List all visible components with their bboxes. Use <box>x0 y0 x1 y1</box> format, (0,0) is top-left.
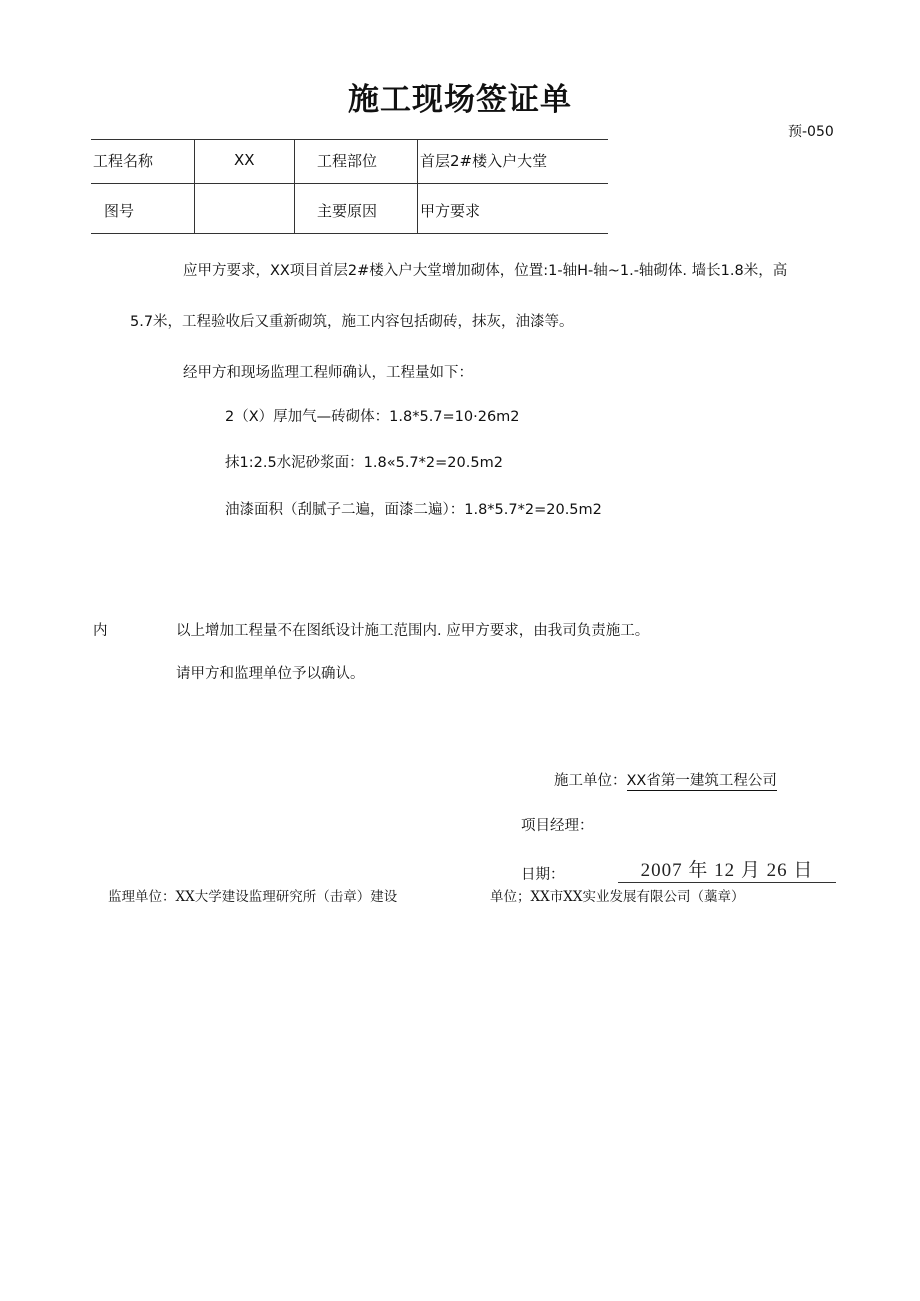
date-label: 日期： <box>521 867 565 883</box>
owner-unit: 单位；XX市XX实业发展有限公司（藁章） <box>490 889 745 905</box>
project-manager-label: 项目经理： <box>521 818 594 834</box>
drawing-no-label: 图号 <box>104 202 135 220</box>
description-line-2: 5.7米，工程验收后又重新砌筑，施工内容包括砌砖，抹灰，油漆等。 <box>130 314 574 330</box>
project-location-label: 工程部位 <box>317 152 378 170</box>
quantity-item-paint: 油漆面积（刮腻子二遍，面漆二遍）：1.8*5.7*2=20.5m2 <box>225 502 602 518</box>
contractor-name: XX省第一建筑工程公司 <box>626 773 777 789</box>
quantity-item-masonry: 2（X）厚加气—砖砌体：1.8*5.7=10·26m2 <box>225 409 520 425</box>
confirmation-intro: 经甲方和现场监理工程师确认，工程量如下： <box>183 365 473 381</box>
note-line-2: 请甲方和监理单位予以确认。 <box>176 666 365 682</box>
table-border-bottom <box>91 233 608 234</box>
supervisor-unit: 监理单位：XX大学建设监理研究所（击章）建设 <box>108 889 398 905</box>
form-code: 预-050 <box>788 124 834 140</box>
table-divider <box>194 139 195 233</box>
page-title: 施工现场签证单 <box>348 82 572 118</box>
note-line-1: 以上增加工程量不在图纸设计施工范围内. 应甲方要求，由我司负责施工。 <box>176 623 650 639</box>
contractor-label: 施工单位： <box>554 773 627 789</box>
table-border-middle <box>91 183 608 184</box>
table-divider <box>294 139 295 233</box>
table-border-top <box>91 139 608 140</box>
project-name-label: 工程名称 <box>93 152 154 170</box>
quantity-item-plaster: 抹1:2.5水泥砂浆面：1.8«5.7*2=20.5m2 <box>225 455 503 471</box>
description-line-1: 应甲方要求，XX项目首层2#楼入户大堂增加砌体，位置:1-轴H-轴~1.-轴砌体. 墙长1.8米，高 <box>183 263 788 279</box>
project-name-value: XX <box>234 151 255 169</box>
side-label: 内 <box>93 623 108 639</box>
main-reason-label: 主要原因 <box>317 202 378 220</box>
contractor-block <box>554 769 777 790</box>
date-value: 2007 年 12 月 26 日 <box>618 855 836 883</box>
main-reason-value: 甲方要求 <box>420 202 481 220</box>
table-divider <box>417 139 418 233</box>
project-location-value: 首层2#楼入户大堂 <box>420 152 548 170</box>
